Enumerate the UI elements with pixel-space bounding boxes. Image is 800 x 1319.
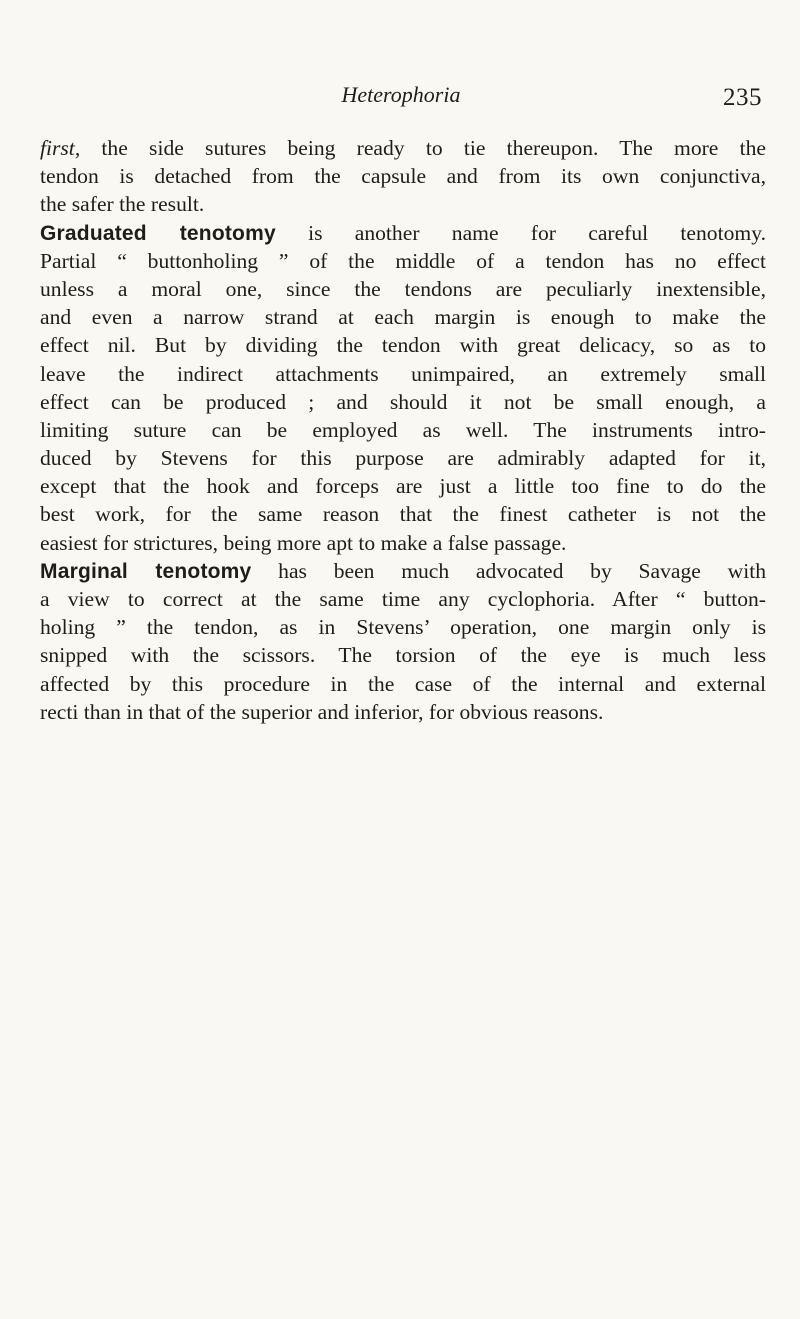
text-line [40, 388, 766, 416]
text-line [40, 331, 766, 359]
line-text: and even a narrow strand at each margin is enough to make the [40, 305, 766, 330]
text-line [40, 134, 766, 162]
line-text: effect can be produced ; and should it not be small enough, a [40, 389, 766, 414]
line-text: snipped with the scissors. The torsion of the eye is much less [40, 643, 766, 668]
text-line [40, 190, 766, 218]
line-text: a view to correct at the same time any cyclophoria. After “ button- [40, 587, 766, 611]
text-line [40, 698, 766, 726]
page-number: 235 [723, 84, 762, 111]
text-line [40, 162, 766, 190]
line-text: the safer the result. [40, 192, 205, 217]
line-text: unless a moral one, since the tendons are peculiarly inextensible, [40, 276, 766, 301]
page-header [40, 80, 762, 116]
text-line [40, 247, 766, 275]
text-line [40, 670, 766, 698]
text-line [40, 360, 766, 388]
text-line [40, 416, 766, 444]
text-line [40, 472, 766, 500]
line-text: holing ” the tendon, as in Stevens’ operation, one margin only is [40, 615, 766, 640]
line-text: has been much advocated by Savage with [251, 558, 766, 583]
text-line [40, 529, 766, 557]
line-text: best work, for the same reason that the finest catheter is not the [40, 502, 766, 527]
text-line [40, 613, 766, 641]
line-text: limiting suture can be employed as well. The instruments intro- [40, 417, 766, 442]
line-text: easiest for strictures, being more apt to make a false passage. [40, 530, 567, 555]
line-text: , the side sutures being ready to tie thereupon. The more the [74, 136, 766, 160]
text-line [40, 303, 766, 331]
text-line [40, 444, 766, 472]
line-text: leave the indirect attachments unimpaired, an extremely small [40, 361, 766, 386]
text-line [40, 557, 766, 585]
line-text: duced by Stevens for this purpose are admirably adapted for it, [40, 446, 766, 471]
text-line [40, 219, 766, 247]
line-text: is another name for careful tenotomy. [275, 220, 766, 245]
line-text: except that the hook and forceps are just a little too fine to do the [40, 474, 766, 499]
italic-text: first [40, 136, 75, 160]
text-line [40, 585, 766, 613]
line-text: Partial “ buttonholing ” of the middle of a tendon has no effect [40, 248, 766, 273]
running-title: Heterophoria [341, 82, 461, 107]
body-text [40, 134, 766, 726]
line-text: tendon is detached from the capsule and from its own conjunctiva, [40, 164, 766, 189]
text-line [40, 500, 766, 528]
line-text: recti than in that of the superior and inferior, for obvious reasons. [40, 699, 604, 724]
text-line [40, 641, 766, 669]
section-heading-term: Graduated tenotomy [40, 221, 276, 245]
line-text: effect nil. But by dividing the tendon with great delicacy, so as to [40, 333, 766, 358]
section-heading-term: Marginal tenotomy [40, 559, 252, 583]
text-line [40, 275, 766, 303]
line-text: affected by this procedure in the case of the internal and external [40, 671, 766, 696]
